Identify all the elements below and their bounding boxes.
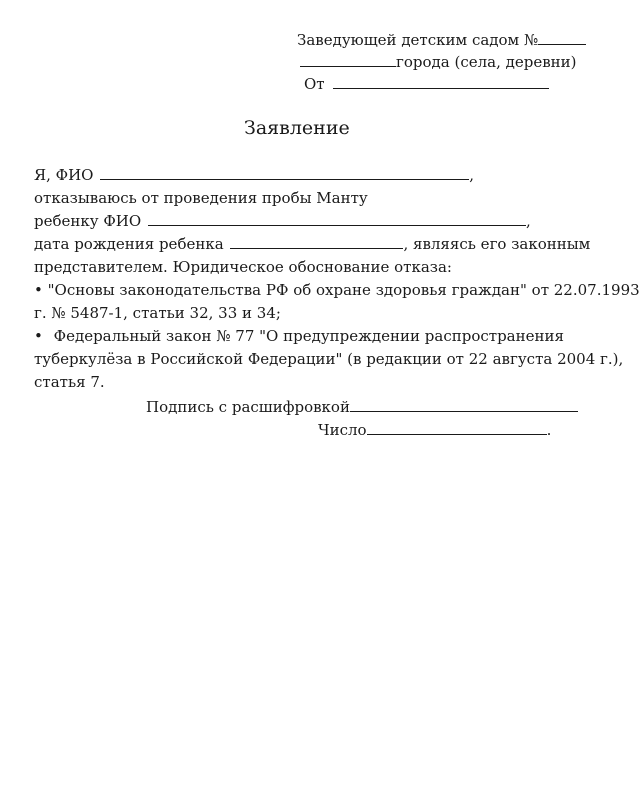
bullet-2-line-2: туберкулёза в Российской Федерации" (в редакции от 22 августа 2004 г.), [34,350,624,368]
refusal-line: отказываюсь от проведения пробы Манту [34,189,368,207]
kindergarten-number-blank [538,30,586,45]
comma: , [469,166,475,184]
fio-line [34,165,474,185]
dob-label: дата рождения ребенка [34,235,224,253]
bullet-icon: • [34,281,43,299]
fio-label: Я, ФИО [34,166,94,184]
bullet-2-text-1: Федеральный закон № 77 "О предупреждении распространения [53,327,564,345]
header-city-label: города (села, деревни) [396,53,577,71]
date-blank [367,420,547,435]
signature-blank [350,397,578,412]
dob-suffix: , являясь его законным [403,235,591,253]
date-line [318,420,551,440]
bullet-icon: • [34,327,43,345]
city-blank [300,52,396,67]
bullet-2-line-1 [34,326,564,346]
child-fio-line [34,211,531,231]
fio-blank [100,165,469,180]
header-from-label: От [304,75,325,93]
header-recipient: Заведующей детским садом № [297,31,539,49]
signature-label: Подпись с расшифровкой [146,398,350,416]
date-label: Число [318,421,367,439]
dob-blank [230,234,403,249]
period: . [546,421,552,439]
bullet-2-line-3: статья 7. [34,373,105,391]
child-fio-label: ребенку ФИО [34,212,142,230]
comma: , [525,212,531,230]
bullet-1-line-1 [34,280,640,300]
from-blank [333,74,549,89]
document-title: Заявление [244,117,350,139]
bullet-1-line-2: г. № 5487-1, статьи 32, 33 и 34; [34,304,281,322]
representative-line: представителем. Юридическое обоснование отказа: [34,258,452,276]
signature-line [146,397,578,417]
header-line-2 [300,52,577,72]
header-line-1 [297,30,586,50]
header-line-3 [304,74,549,94]
child-fio-blank [148,211,526,226]
bullet-1-text-1: "Основы законодательства РФ об охране здоровья граждан" от 22.07.1993 [47,281,640,299]
dob-line [34,234,590,254]
